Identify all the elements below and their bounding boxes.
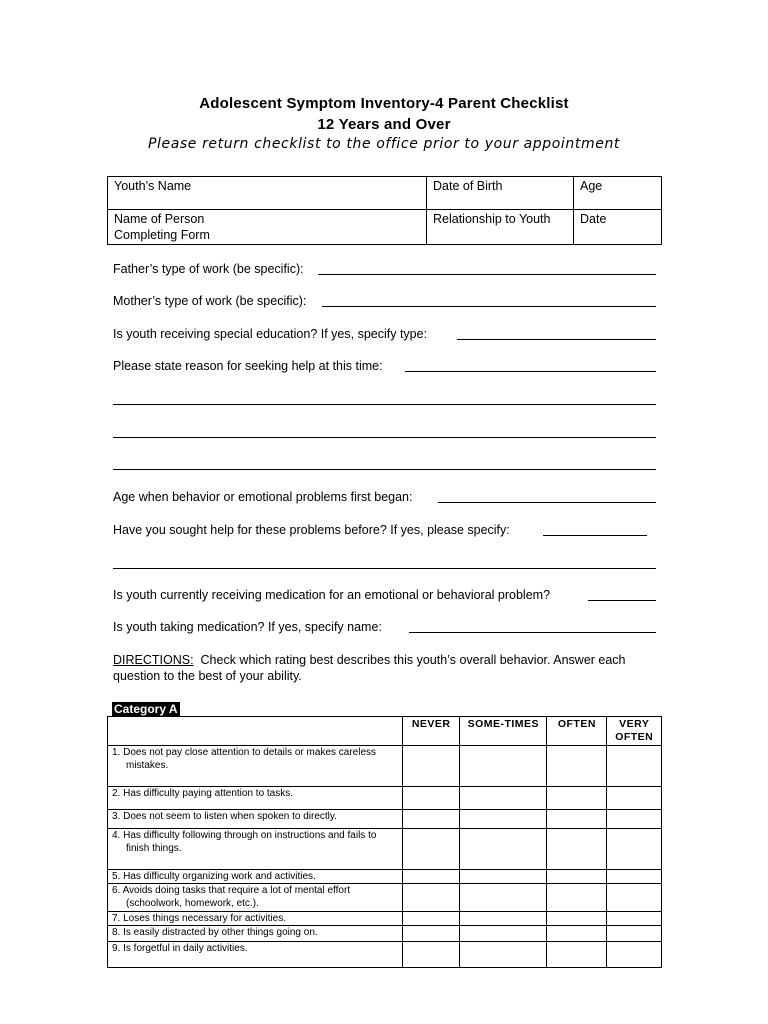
rating-very-often-cell[interactable]: [607, 942, 662, 968]
age-label: Age: [580, 179, 603, 193]
rating-never-cell[interactable]: [403, 912, 460, 926]
category-a-heading: Category A: [114, 702, 178, 716]
table-row: [108, 829, 662, 870]
medication-current-label: Is youth currently receiving medication for an emotional or behavioral problem?: [113, 588, 551, 602]
age-field[interactable]: [574, 177, 662, 210]
rating-very-often-cell[interactable]: [607, 912, 662, 926]
question-cell: [108, 884, 403, 912]
rating-sometimes-cell[interactable]: [460, 810, 547, 829]
question-text: 6. Avoids doing tasks that require a lot of mental effort: [112, 885, 351, 896]
rating-often-cell[interactable]: [547, 810, 607, 829]
rating-often-cell[interactable]: [547, 746, 607, 787]
rating-sometimes-cell[interactable]: [460, 870, 547, 884]
question-text: 3. Does not seem to listen when spoken to directly.: [112, 811, 337, 822]
rating-sometimes-cell[interactable]: [460, 942, 547, 968]
date-field[interactable]: [574, 210, 662, 245]
question-text: 8. Is easily distracted by other things going on.: [112, 927, 318, 938]
rating-sometimes-cell[interactable]: [460, 787, 547, 810]
question-cell: [108, 926, 403, 942]
rating-very-often-cell[interactable]: [607, 870, 662, 884]
question-header-cell: [108, 717, 403, 746]
question-text-cont: finish things.: [126, 843, 182, 854]
rating-often-cell[interactable]: [547, 829, 607, 870]
rating-very-often-cell[interactable]: [607, 829, 662, 870]
info-table: [107, 176, 662, 245]
question-cell: [108, 829, 403, 870]
relationship-label: Relationship to Youth: [433, 212, 551, 226]
father-work-blank[interactable]: [318, 274, 656, 275]
question-cell: [108, 787, 403, 810]
reason-blank-line4[interactable]: [113, 469, 656, 470]
question-text: 9. Is forgetful in daily activities.: [112, 943, 248, 954]
medication-current-blank[interactable]: [588, 600, 656, 601]
directions-label: DIRECTIONS:: [113, 653, 194, 667]
reason-blank[interactable]: [405, 371, 656, 372]
medication-name-blank[interactable]: [409, 632, 656, 633]
table-row: [108, 870, 662, 884]
rating-often-cell[interactable]: [547, 942, 607, 968]
question-text: 4. Has difficulty following through on instructions and fails to: [112, 830, 377, 841]
table-row: [108, 787, 662, 810]
dob-label: Date of Birth: [433, 179, 503, 193]
col-often: OFTEN: [547, 717, 607, 746]
rating-sometimes-cell[interactable]: [460, 746, 547, 787]
question-text: 2. Has difficulty paying attention to tasks.: [112, 788, 294, 799]
rating-never-cell[interactable]: [403, 787, 460, 810]
rating-very-often-cell[interactable]: [607, 746, 662, 787]
table-row: [108, 942, 662, 968]
col-very-often: VERY OFTEN: [607, 717, 662, 746]
person-completing-field[interactable]: [108, 210, 427, 245]
directions: [113, 652, 653, 684]
rating-often-cell[interactable]: [547, 926, 607, 942]
directions-text: Check which rating best describes this youth’s overall behavior. Answer each question to the best of your ability.: [113, 653, 626, 683]
father-work-label: Father’s type of work (be specific):: [113, 262, 304, 276]
rating-never-cell[interactable]: [403, 829, 460, 870]
mother-work-blank[interactable]: [322, 306, 656, 307]
rating-table: [107, 716, 662, 968]
question-text: 5. Has difficulty organizing work and activities.: [112, 871, 316, 882]
age-began-label: Age when behavior or emotional problems first began:: [113, 490, 413, 504]
question-cell: [108, 746, 403, 787]
reason-blank-line2[interactable]: [113, 404, 656, 405]
question-text: 7. Loses things necessary for activities.: [112, 913, 286, 924]
rating-very-often-cell[interactable]: [607, 926, 662, 942]
return-instructions: Please return checklist to the office prior to your appointment: [147, 136, 621, 152]
question-cell: [108, 870, 403, 884]
question-cell: [108, 942, 403, 968]
date-label: Date: [580, 212, 607, 226]
rating-very-often-cell[interactable]: [607, 884, 662, 912]
rating-sometimes-cell[interactable]: [460, 912, 547, 926]
rating-often-cell[interactable]: [547, 787, 607, 810]
col-sometimes: SOME-TIMES: [460, 717, 547, 746]
rating-never-cell[interactable]: [403, 870, 460, 884]
col-never: NEVER: [403, 717, 460, 746]
question-text-cont: (schoolwork, homework, etc.).: [126, 898, 259, 909]
rating-sometimes-cell[interactable]: [460, 829, 547, 870]
sought-help-blank-line2[interactable]: [113, 568, 656, 569]
rating-very-often-cell[interactable]: [607, 787, 662, 810]
rating-never-cell[interactable]: [403, 884, 460, 912]
mother-work-label: Mother’s type of work (be specific):: [113, 294, 307, 308]
youth-name-label: Youth’s Name: [114, 179, 192, 193]
rating-often-cell[interactable]: [547, 912, 607, 926]
rating-sometimes-cell[interactable]: [460, 884, 547, 912]
age-began-blank[interactable]: [438, 502, 656, 503]
question-text: 1. Does not pay close attention to details or makes careless: [112, 747, 377, 758]
form-title: Adolescent Symptom Inventory-4 Parent Checklist: [199, 95, 569, 112]
sought-help-label: Have you sought help for these problems before? If yes, please specify:: [113, 523, 510, 537]
rating-never-cell[interactable]: [403, 810, 460, 829]
special-ed-blank[interactable]: [457, 339, 656, 340]
table-row: [108, 746, 662, 787]
table-row: [108, 926, 662, 942]
sought-help-blank[interactable]: [543, 535, 647, 536]
rating-never-cell[interactable]: [403, 942, 460, 968]
rating-often-cell[interactable]: [547, 870, 607, 884]
rating-sometimes-cell[interactable]: [460, 926, 547, 942]
reason-label: Please state reason for seeking help at this time:: [113, 359, 383, 373]
person-label-line1: Name of Person: [114, 212, 205, 226]
table-row: [108, 810, 662, 829]
dob-field[interactable]: [427, 177, 574, 210]
medication-name-label: Is youth taking medication? If yes, specify name:: [113, 620, 382, 634]
reason-blank-line3[interactable]: [113, 437, 656, 438]
person-label-line2: Completing Form: [114, 228, 210, 242]
relationship-field[interactable]: [427, 210, 574, 245]
rating-often-cell[interactable]: [547, 884, 607, 912]
question-cell: [108, 810, 403, 829]
youth-name-field[interactable]: [108, 177, 427, 210]
rating-never-cell[interactable]: [403, 746, 460, 787]
rating-never-cell[interactable]: [403, 926, 460, 942]
form-subtitle-age: 12 Years and Over: [317, 116, 451, 133]
question-cell: [108, 912, 403, 926]
question-text-cont: mistakes.: [126, 760, 169, 771]
special-ed-label: Is youth receiving special education? If yes, specify type:: [113, 327, 428, 341]
table-row: [108, 884, 662, 912]
rating-very-often-cell[interactable]: [607, 810, 662, 829]
table-row: [108, 912, 662, 926]
